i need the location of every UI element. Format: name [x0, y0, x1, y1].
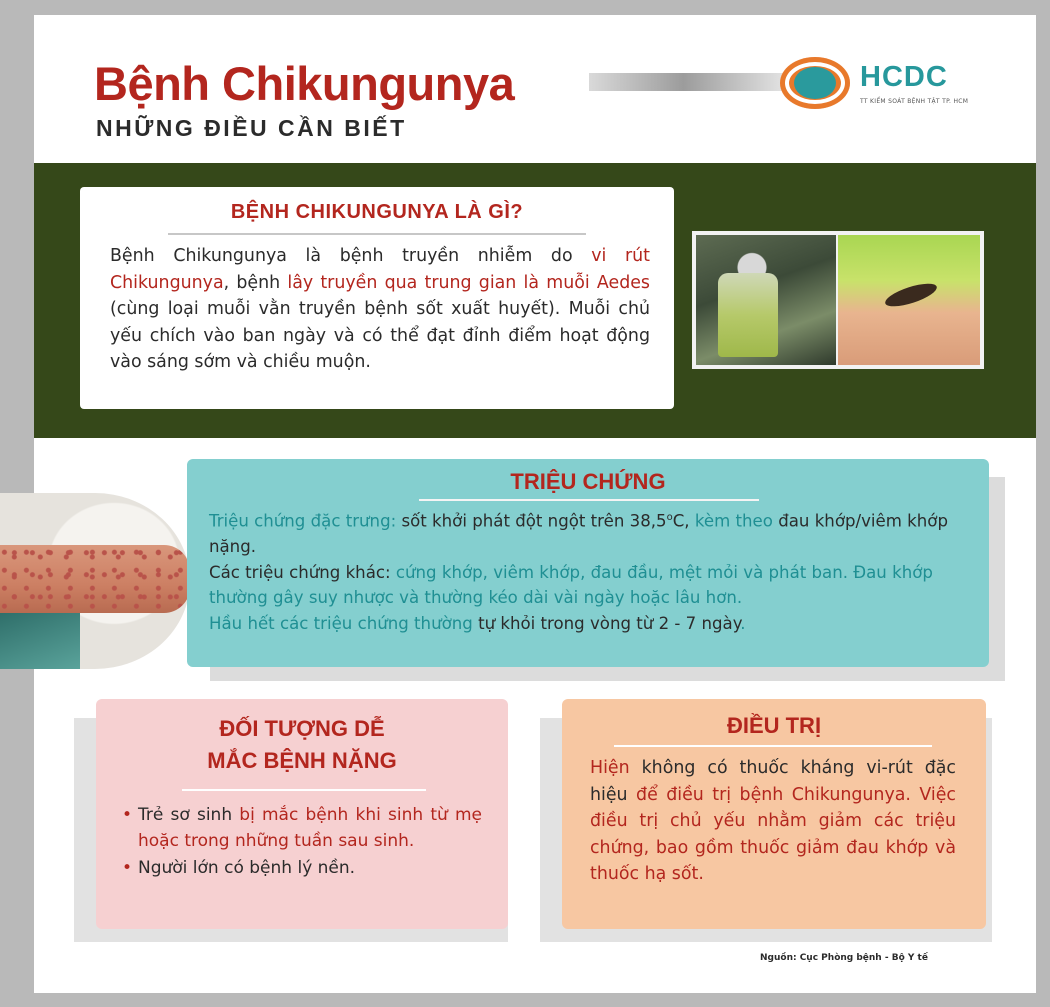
logo-text: HCDC — [860, 61, 948, 93]
rash-arm-photo — [0, 493, 190, 669]
hcdc-logo — [780, 57, 980, 111]
list-item: • Trẻ sơ sinh bị mắc bệnh khi sinh từ mẹ hoặc trong những tuần sau sinh. — [122, 805, 482, 851]
treatment-heading: ĐIỀU TRỊ — [726, 713, 822, 738]
treatment-text: Hiện không có thuốc kháng vi-rút đặc hiệu để điều trị bệnh Chikungunya. Việc điều trị chủ yếu nhằm giảm các triệu chứng, bao gồm thuốc giảm đau khớp và thuốc hạ sốt. — [590, 758, 956, 884]
symptom-line: Hầu hết các triệu chứng thường tự khỏi trong vòng từ 2 - 7 ngày. — [209, 613, 746, 633]
what-is-text: Bệnh Chikungunya là bệnh truyền nhiễm do vi rút Chikungunya, bệnh lây truyền qua trung gian là muỗi Aedes (cùng loại muỗi vằn truyền bệnh sốt xuất huyết). Muỗi chủ yếu chích vào ban ngày và có thể đạt đỉnh điểm hoạt động vào sáng sớm và chiều muộn. — [110, 246, 650, 372]
symptoms-heading: TRIỆU CHỨNG — [510, 469, 666, 494]
symptoms-text — [209, 505, 969, 636]
logo-subtext: TT KIỂM SOÁT BỆNH TẬT TP. HCM — [860, 98, 969, 105]
risk-group-list — [122, 803, 482, 884]
photo-collage — [692, 231, 984, 369]
what-is-card — [80, 187, 674, 409]
title-accent-bar — [589, 73, 799, 91]
mosquito-icon — [883, 279, 939, 311]
risk-group-heading: ĐỐI TƯỢNG DỄ MẮC BỆNH NẶNG — [207, 716, 397, 773]
list-item: • Người lớn có bệnh lý nền. — [122, 858, 356, 878]
symptoms-card — [187, 459, 989, 667]
what-is-heading: BỆNH CHIKUNGUNYA LÀ GÌ? — [230, 201, 524, 223]
risk-group-card — [96, 699, 508, 929]
source-note: Nguồn: Cục Phòng bệnh - Bộ Y tế — [760, 953, 928, 963]
page-title: Bệnh Chikungunya — [94, 57, 515, 110]
page-subtitle: NHỮNG ĐIỀU CẦN BIẾT — [96, 115, 407, 141]
symptom-line: Các triệu chứng khác: cứng khớp, viêm khớp, đau đầu, mệt mỏi và phát ban. Đau khớp thường gây suy nhược và thường kéo dài vài ngày hoặc lâu hơn. — [209, 562, 933, 608]
heading-divider — [182, 789, 426, 791]
symptom-line: Triệu chứng đặc trưng: sốt khởi phát đột ngột trên 38,5$^o$C, kèm theo đau khớp/viêm khớp nặng. — [209, 511, 948, 557]
hcdc-emblem-icon — [780, 57, 850, 109]
mosquito-photo — [838, 235, 980, 365]
fumigation-photo — [696, 235, 836, 365]
heading-divider — [614, 745, 932, 747]
poster — [34, 15, 1036, 993]
heading-divider — [419, 499, 759, 501]
treatment-card — [562, 699, 986, 929]
heading-divider — [168, 233, 586, 235]
